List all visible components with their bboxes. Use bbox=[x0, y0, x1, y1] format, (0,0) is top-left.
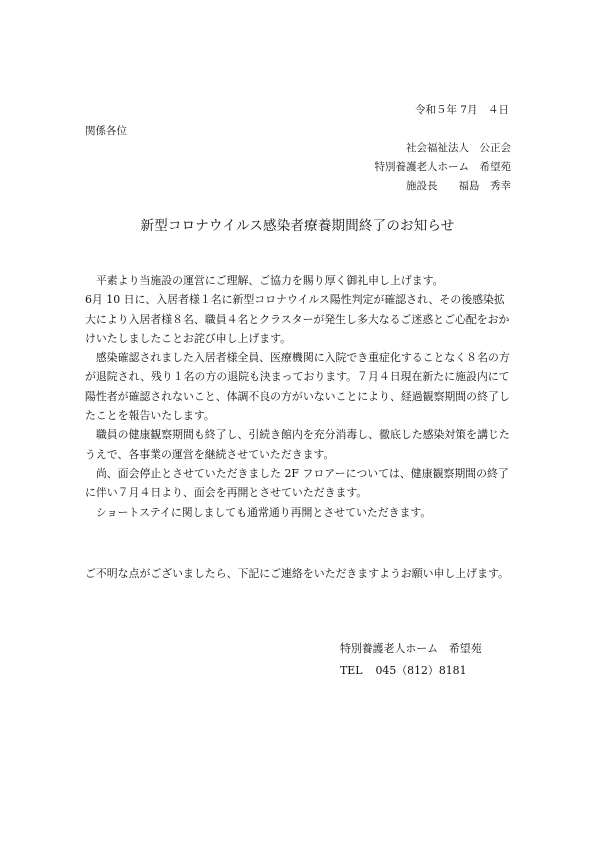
body-paragraph-shortstay: ショートステイに関しましても通常通り再開とさせていただきます。 bbox=[95, 505, 432, 519]
footer-facility: 特別養護老人ホーム 希望苑 bbox=[340, 642, 482, 655]
contact-footer bbox=[340, 638, 482, 682]
closing-section bbox=[85, 564, 515, 583]
body-paragraph-staff: 職員の健康観察期間も終了し、引続き館内を充分消毒し、徹底した感染対策を講じたうえで、各事業の運営を継続させていただきます。 bbox=[85, 428, 510, 461]
body-paragraph-recovery: 感染確認されました入居者様全員、医療機関に入院でき重症化することなく８名の方が退院され、残り１名の方の退院も決まっております。７月４日現在新たに施設内にて陽性者が確認されないこと、体調不良の方がいないことにより、経過観察期間の終了したことを報告いたします。 bbox=[85, 351, 510, 423]
sender-facility: 特別養護老人ホーム 希望苑 bbox=[374, 161, 511, 173]
closing-text: ご不明な点がございましたら、下記にご連絡をいただきますようお願い申し上げます。 bbox=[85, 567, 509, 580]
body-paragraph-visits: 尚、面会停止とさせていただきました 2F フロアーについては、健康観察期間の終了に伴い７月４日より、面会を再開とさせていただきます。 bbox=[85, 466, 509, 500]
document-body bbox=[85, 271, 515, 522]
document-date: 令和５年 7月 ４日 bbox=[414, 104, 509, 116]
addressee: 関係各位 bbox=[85, 125, 127, 137]
footer-phone bbox=[340, 660, 482, 682]
phone-label: TEL bbox=[340, 664, 363, 677]
body-paragraph-greeting: 平素より当施設の運営にご理解、ご協力を賜り厚く御礼申し上げます。 bbox=[95, 274, 444, 287]
document-title: 新型コロナウイルス感染者療養期間終了のお知らせ bbox=[140, 218, 455, 234]
phone-number: 045（812）8181 bbox=[375, 664, 467, 677]
sender-block bbox=[271, 139, 511, 196]
body-paragraph-outbreak: 6月 10 日に、入居者様１名に新型コロナウイルス陽性判定が確認され、その後感染拡大により入居者様８名、職員４名とクラスターが発生し多大なるご迷惑とご心配をおかけいたしましたことお詫び申し上げます。 bbox=[85, 293, 510, 345]
sender-corporation: 社会福祉法人 公正会 bbox=[406, 142, 511, 154]
sender-director: 施設長 福島 秀幸 bbox=[406, 180, 511, 192]
